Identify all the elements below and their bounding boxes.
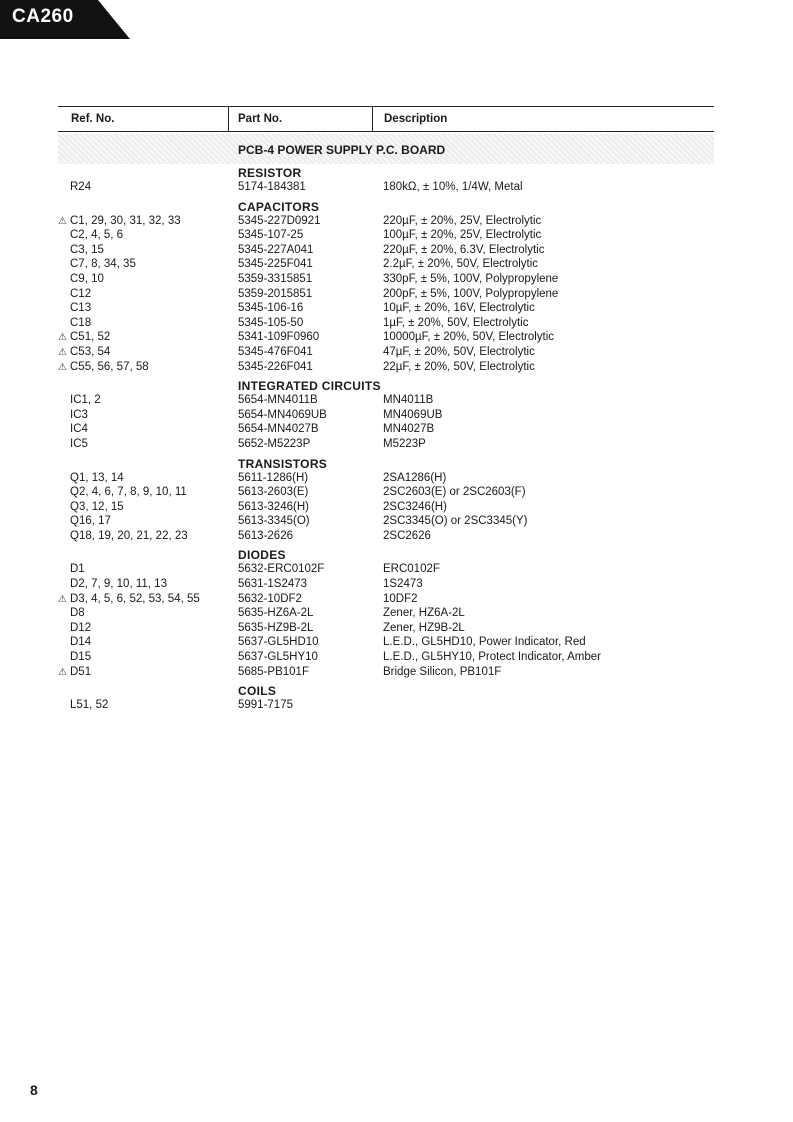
table-row	[58, 346, 714, 361]
ref-text: C51, 52	[70, 331, 111, 344]
description-cell: 2SC3345(O) or 2SC3345(Y)	[383, 515, 528, 528]
ref-text: C18	[70, 316, 92, 329]
description-cell: 220µF, ± 20%, 25V, Electrolytic	[383, 214, 542, 227]
description-cell: 100µF, ± 20%, 25V, Electrolytic	[383, 229, 542, 242]
description-cell: MN4011B	[383, 394, 434, 407]
ref-text: C3, 15	[70, 243, 104, 256]
description-cell: 1µF, ± 20%, 50V, Electrolytic	[383, 316, 529, 329]
description-cell: 2SA1286(H)	[383, 471, 447, 484]
description-cell: MN4069UB	[383, 408, 443, 421]
part-number-cell: 5613-3345(O)	[238, 515, 310, 528]
description-cell: Bridge Silicon, PB101F	[383, 665, 502, 678]
part-number-cell: 5345-226F041	[238, 360, 313, 373]
description-cell: 47µF, ± 20%, 50V, Electrolytic	[383, 345, 535, 358]
ref-text: L51, 52	[70, 699, 109, 712]
description-cell: 1S2473	[383, 578, 423, 591]
table-row	[58, 317, 714, 332]
description-cell: L.E.D., GL5HD10, Power Indicator, Red	[383, 636, 586, 649]
board-title-band	[58, 134, 714, 164]
ref-cell	[58, 622, 91, 634]
column-divider	[228, 107, 229, 131]
ref-text: C12	[70, 287, 92, 300]
ref-cell	[58, 229, 123, 241]
parts-body	[58, 166, 714, 714]
warning-triangle-icon: ⚠	[58, 346, 67, 358]
table-row	[58, 515, 714, 530]
description-cell: 10DF2	[383, 592, 418, 605]
category-heading: COILS	[238, 684, 277, 699]
ref-text: C9, 10	[70, 272, 104, 285]
warning-triangle-icon: ⚠	[58, 332, 67, 344]
ref-text: D2, 7, 9, 10, 11, 13	[70, 578, 167, 591]
description-cell: 22µF, ± 20%, 50V, Electrolytic	[383, 360, 535, 373]
ref-cell	[58, 563, 85, 575]
ref-cell	[58, 501, 124, 513]
table-row	[58, 394, 714, 409]
ref-cell	[58, 331, 110, 343]
description-cell: MN4027B	[383, 423, 435, 436]
description-cell: L.E.D., GL5HY10, Protect Indicator, Amber	[383, 651, 601, 664]
part-number-cell: 5637-GL5HY10	[238, 651, 318, 664]
table-row	[58, 699, 714, 714]
ref-text: D14	[70, 636, 92, 649]
part-number-cell: 5359-3315851	[238, 272, 313, 285]
table-row	[58, 593, 714, 608]
part-number-cell: 5611-1286(H)	[238, 471, 309, 484]
warning-triangle-icon: ⚠	[58, 361, 67, 373]
ref-cell	[58, 181, 91, 193]
table-row	[58, 438, 714, 453]
column-divider	[372, 107, 373, 131]
ref-cell	[58, 699, 108, 711]
ref-cell	[58, 258, 136, 270]
part-number-cell: 5652-M5223P	[238, 437, 311, 450]
table-row	[58, 622, 714, 637]
part-number-cell: 5345-476F041	[238, 345, 313, 358]
warning-triangle-icon: ⚠	[58, 215, 67, 227]
part-number-cell: 5631-1S2473	[238, 578, 308, 591]
ref-text: IC5	[70, 437, 88, 450]
part-number-cell: 5613-2626	[238, 529, 293, 542]
ref-text: C53, 54	[70, 345, 111, 358]
model-title: CA260	[12, 6, 74, 27]
ref-cell	[58, 302, 91, 314]
ref-text: C13	[70, 302, 92, 315]
ref-cell	[58, 423, 88, 435]
warning-triangle-icon: ⚠	[58, 593, 67, 605]
ref-text: D12	[70, 621, 92, 634]
ref-cell	[58, 288, 91, 300]
ref-text: C1, 29, 30, 31, 32, 33	[70, 214, 181, 227]
table-row	[58, 530, 714, 545]
table-header	[58, 106, 714, 132]
part-number-cell: 5345-225F041	[238, 258, 313, 271]
board-title: PCB-4 POWER SUPPLY P.C. BOARD	[238, 143, 446, 157]
category-heading: RESISTOR	[238, 166, 302, 180]
part-number-cell: 5654-MN4027B	[238, 423, 319, 436]
ref-text: Q2, 4, 6, 7, 8, 9, 10, 11	[70, 486, 187, 499]
description-cell: M5223P	[383, 437, 426, 450]
ref-cell	[58, 651, 91, 663]
part-number-cell: 5345-107-25	[238, 229, 304, 242]
ref-text: D51	[70, 665, 92, 678]
part-number-cell: 5685-PB101F	[238, 665, 309, 678]
table-row	[58, 486, 714, 501]
ref-cell	[58, 607, 85, 619]
part-number-cell: 5345-105-50	[238, 316, 304, 329]
description-cell: Zener, HZ6A-2L	[383, 607, 465, 620]
ref-cell	[58, 472, 124, 484]
ref-text: IC4	[70, 423, 88, 436]
ref-cell	[58, 438, 88, 450]
ref-text: D8	[70, 607, 85, 620]
ref-text: D15	[70, 651, 92, 664]
table-row	[58, 302, 714, 317]
category-heading: INTEGRATED CIRCUITS	[238, 379, 381, 394]
column-desc-header: Description	[384, 113, 448, 125]
description-cell: Zener, HZ9B-2L	[383, 621, 465, 634]
ref-text: D1	[70, 563, 85, 576]
part-number-cell: 5635-HZ6A-2L	[238, 607, 314, 620]
ref-text: Q1, 13, 14	[70, 471, 124, 484]
table-row	[58, 666, 714, 681]
part-number-cell: 5613-2603(E)	[238, 486, 309, 499]
part-number-cell: 5632-ERC0102F	[238, 563, 325, 576]
part-number-cell: 5613-3246(H)	[238, 500, 309, 513]
ref-text: D3, 4, 5, 6, 52, 53, 54, 55	[70, 592, 200, 605]
table-row	[58, 331, 714, 346]
ref-cell	[58, 361, 149, 373]
ref-cell	[58, 593, 200, 605]
ref-text: IC1, 2	[70, 394, 101, 407]
table-row	[58, 578, 714, 593]
description-cell: 10000µF, ± 20%, 50V, Electrolytic	[383, 331, 555, 344]
table-row	[58, 501, 714, 516]
part-number-cell: 5345-106-16	[238, 302, 304, 315]
table-row	[58, 181, 714, 196]
description-cell: 10µF, ± 20%, 16V, Electrolytic	[383, 302, 535, 315]
ref-cell	[58, 666, 91, 678]
ref-cell	[58, 215, 181, 227]
ref-cell	[58, 317, 91, 329]
table-row	[58, 288, 714, 303]
ref-text: Q3, 12, 15	[70, 500, 124, 513]
parts-list-table	[58, 106, 714, 714]
part-number-cell: 5345-227D0921	[238, 214, 321, 227]
part-number-cell: 5359-2015851	[238, 287, 313, 300]
table-row	[58, 409, 714, 424]
table-row	[58, 229, 714, 244]
category-heading: CAPACITORS	[238, 199, 320, 214]
table-row	[58, 361, 714, 376]
description-cell: 2.2µF, ± 20%, 50V, Electrolytic	[383, 258, 539, 271]
description-cell: 330pF, ± 5%, 100V, Polypropylene	[383, 272, 559, 285]
ref-cell	[58, 394, 101, 406]
description-cell: 2SC2603(E) or 2SC2603(F)	[383, 486, 526, 499]
ref-text: Q18, 19, 20, 21, 22, 23	[70, 529, 188, 542]
table-row	[58, 258, 714, 273]
ref-cell	[58, 346, 110, 358]
ref-cell	[58, 578, 167, 590]
ref-text: IC3	[70, 408, 88, 421]
category-heading: TRANSISTORS	[238, 456, 328, 471]
description-cell: ERC0102F	[383, 563, 440, 576]
page-number: 8	[30, 1082, 38, 1098]
table-row	[58, 651, 714, 666]
ref-text: C2, 4, 5, 6	[70, 229, 124, 242]
column-ref-header: Ref. No.	[71, 113, 115, 125]
part-number-cell: 5654-MN4069UB	[238, 408, 327, 421]
description-cell: 180kΩ, ± 10%, 1/4W, Metal	[383, 181, 523, 193]
description-cell: 2SC3246(H)	[383, 500, 447, 513]
ref-text: R24	[70, 181, 92, 193]
ref-text: C7, 8, 34, 35	[70, 258, 136, 271]
table-row	[58, 215, 714, 230]
table-row	[58, 244, 714, 259]
ref-cell	[58, 515, 111, 527]
part-number-cell: 5991-7175	[238, 699, 293, 712]
part-number-cell: 5174-184381	[238, 181, 306, 193]
part-number-cell: 5341-109F0960	[238, 331, 320, 344]
table-row	[58, 636, 714, 651]
ref-cell	[58, 273, 104, 285]
category-heading: DIODES	[238, 548, 286, 563]
table-row	[58, 472, 714, 487]
part-number-cell: 5345-227A041	[238, 243, 314, 256]
table-row	[58, 607, 714, 622]
part-number-cell: 5635-HZ9B-2L	[238, 621, 314, 634]
warning-triangle-icon: ⚠	[58, 666, 67, 678]
column-part-header: Part No.	[238, 113, 283, 125]
description-cell: 200pF, ± 5%, 100V, Polypropylene	[383, 287, 559, 300]
ref-text: Q16, 17	[70, 515, 111, 528]
table-row	[58, 563, 714, 578]
ref-cell	[58, 636, 91, 648]
part-number-cell: 5654-MN4011B	[238, 394, 318, 407]
ref-cell	[58, 409, 88, 421]
ref-text: C55, 56, 57, 58	[70, 360, 149, 373]
part-number-cell: 5632-10DF2	[238, 592, 302, 605]
description-cell: 220µF, ± 20%, 6.3V, Electrolytic	[383, 243, 545, 256]
description-cell: 2SC2626	[383, 529, 431, 542]
ref-cell	[58, 244, 104, 256]
table-row	[58, 423, 714, 438]
ref-cell	[58, 530, 188, 542]
ref-cell	[58, 486, 187, 498]
part-number-cell: 5637-GL5HD10	[238, 636, 319, 649]
table-row	[58, 273, 714, 288]
